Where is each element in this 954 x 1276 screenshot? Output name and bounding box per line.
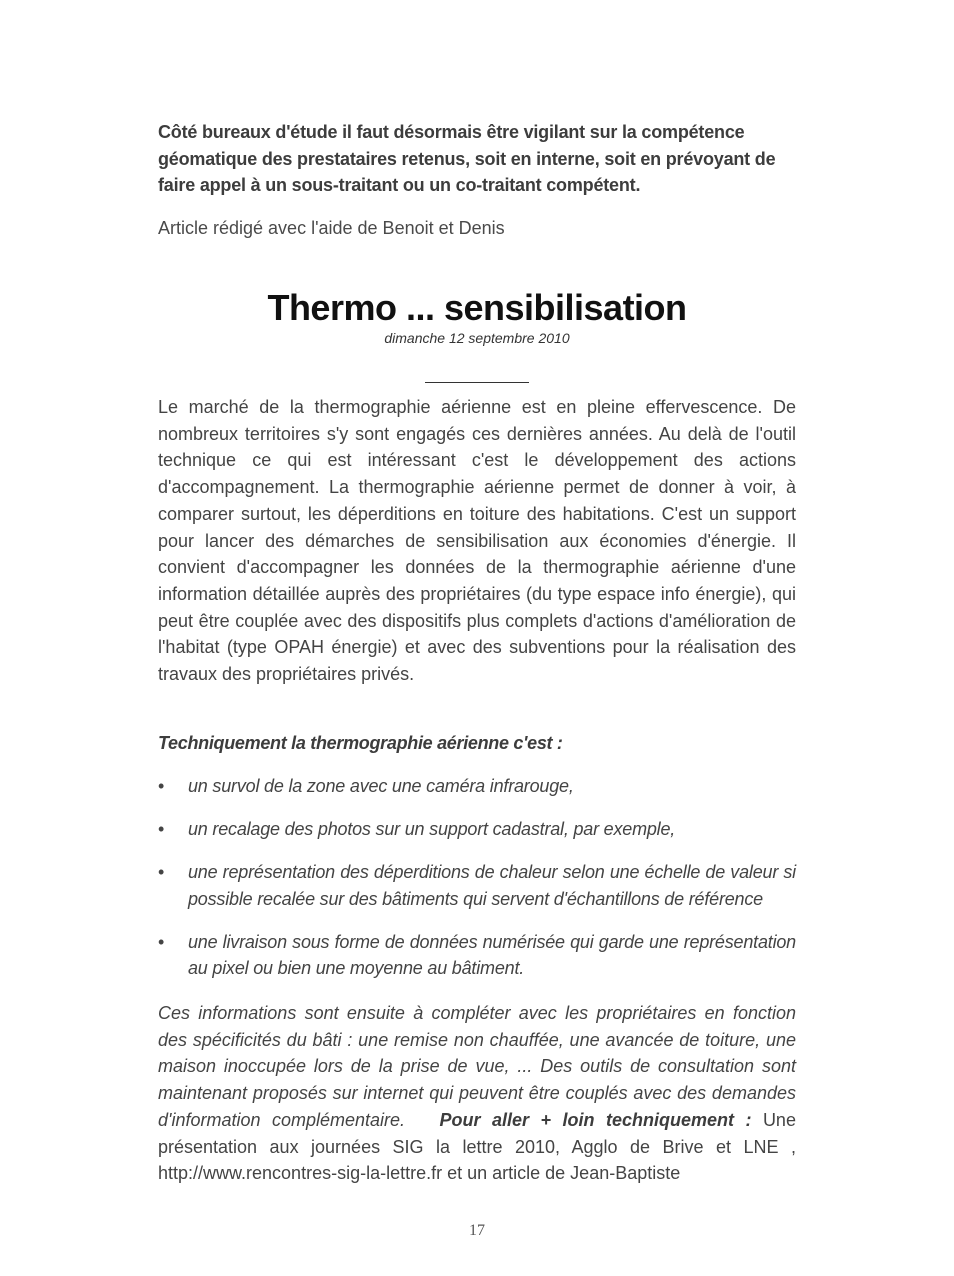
- closing-text: Une présentation aux journées SIG la lettre 2010, Agglo de Brive et LNE ,: [158, 1109, 796, 1157]
- list-item: [158, 859, 796, 912]
- closing-paragraph: [158, 1000, 796, 1187]
- list-item: [158, 773, 796, 800]
- rencontres-sig-link[interactable]: http://www.rencontres-sig-la-lettre.fr: [158, 1163, 443, 1184]
- bullet-icon: •: [158, 862, 165, 882]
- page-number: 17: [469, 1222, 485, 1239]
- list-item: [158, 929, 796, 982]
- article-body-paragraph: Le marché de la thermographie aérienne est en pleine effervescence. De nombreux territoires s'y sont engagés ces dernières années. Au delà de l'outil technique ce qui est intéressant c'est le développement des actions d'accompagnement. La thermographie aérienne permet de donner à voir, à comparer surtout, les déperditions en toiture des habitations. C'est un support pour lancer des démarches de sensibilisation aux économies d'énergie. Il convient d'accompagner les données de la thermographie aérienne d'une information détaillée auprès des propriétaires (du type espace info énergie), qui peut être couplée avec des dispositifs plus complets d'actions d'amélioration de l'habitat (type OPAH énergie) et avec des subventions pour la réalisation des travaux des propriétaires privés.: [158, 397, 796, 685]
- list-item-text: un recalage des photos sur un support cadastral, par exemple,: [188, 819, 676, 839]
- list-item-text: un survol de la zone avec une caméra infrarouge,: [188, 776, 574, 796]
- closing-italic-text: Ces informations sont ensuite à compléter avec les propriétaires en fonction des spécificités du bâti : une remise non chauffée, une avancée de toiture, une maison inoccupée lors de la prise de vue, ... Des outils de consultation sont maintenant proposés sur internet qui peuvent être couplés avec des demandes d'information complémentaire.: [158, 1003, 796, 1130]
- further-reading-label: Pour aller + loin techniquement :: [439, 1109, 752, 1130]
- list-item-text: une livraison sous forme de données numérisée qui garde une représentation au pixel ou bien une moyenne au bâtiment.: [188, 931, 796, 978]
- technique-heading: Techniquement la thermographie aérienne c'est :: [158, 733, 563, 753]
- bullet-icon: •: [158, 776, 165, 796]
- intro-bold-paragraph: Côté bureaux d'étude il faut désormais être vigilant sur la compétence géomatique des prestataires retenus, soit en interne, soit en prévoyant de faire appel à un sous-traitant ou un co-traitant compétent.: [158, 122, 776, 195]
- list-item-text: une représentation des déperditions de chaleur selon une échelle de valeur si possible recalée sur des bâtiments qui servent d'échantillons de référence: [188, 862, 796, 909]
- bullet-icon: •: [158, 931, 165, 952]
- separator-line: [158, 368, 796, 387]
- list-item: [158, 816, 796, 843]
- separator-rule: [425, 368, 529, 383]
- article-title: Thermo ... sensibilisation: [267, 287, 687, 328]
- article-date: dimanche 12 septembre 2010: [384, 330, 570, 346]
- article-credit: Article rédigé avec l'aide de Benoit et Denis: [158, 218, 505, 238]
- technique-list: [158, 773, 796, 998]
- closing-tail: et un article de Jean-Baptiste: [447, 1163, 681, 1184]
- bullet-icon: •: [158, 819, 165, 839]
